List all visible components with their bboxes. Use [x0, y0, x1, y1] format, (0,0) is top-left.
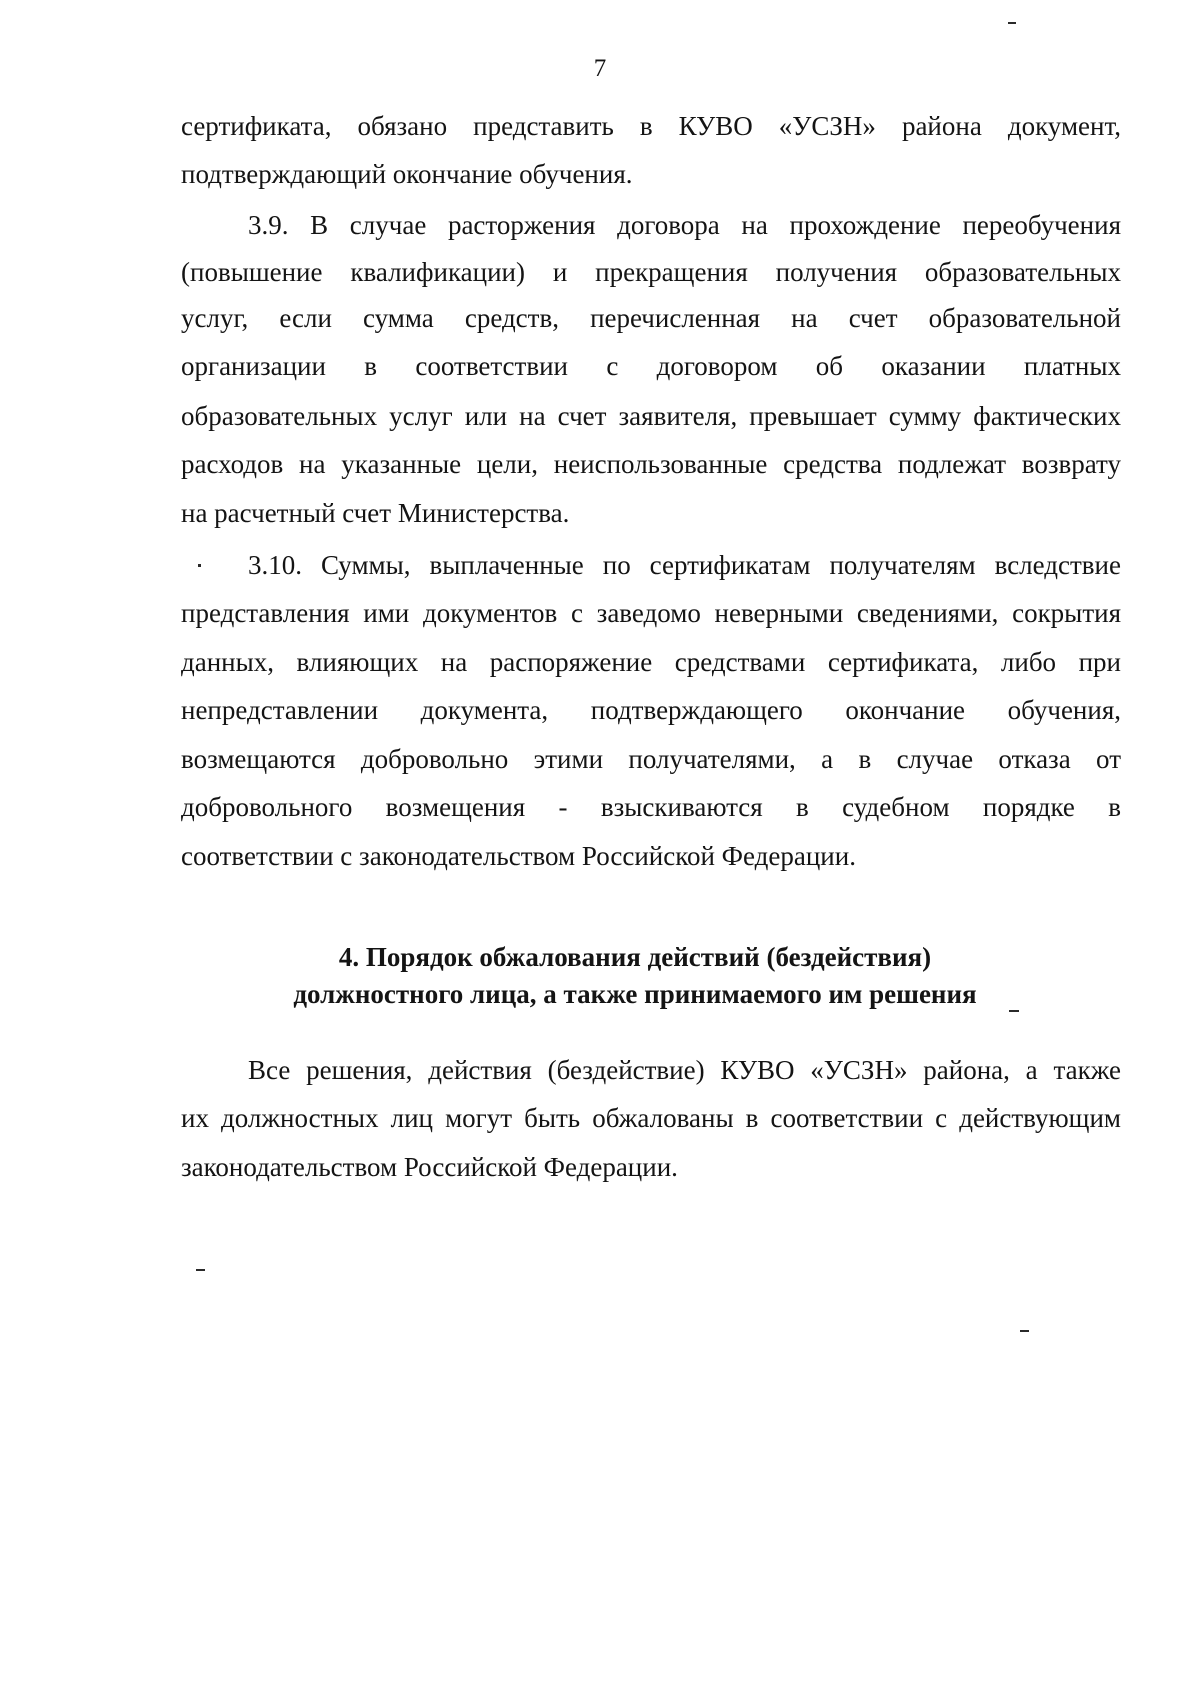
scan-speck — [1008, 22, 1016, 24]
paragraph-line: возмещаются добровольно этими получателями, а в случае отказа от — [181, 744, 1121, 774]
paragraph-line: (повышение квалификации) и прекращения получения образовательных — [181, 257, 1121, 287]
scan-speck — [196, 1269, 205, 1271]
paragraph-line: на расчетный счет Министерства. — [181, 498, 570, 528]
scan-speck — [1020, 1330, 1029, 1332]
section-heading: должностного лица, а также принимаемого им решения — [293, 979, 977, 1009]
paragraph-line: подтверждающий окончание обучения. — [181, 159, 633, 189]
paragraph-line: Все решения, действия (бездействие) КУВО «УСЗН» района, а также — [248, 1055, 1121, 1085]
paragraph-line: соответствии с законодательством Российской Федерации. — [181, 841, 856, 871]
paragraph-line: организации в соответствии с договором об оказании платных — [181, 351, 1121, 381]
page-number: 7 — [593, 55, 607, 82]
paragraph-line: услуг, если сумма средств, перечисленная на счет образовательной — [181, 303, 1121, 333]
paragraph-line: законодательством Российской Федерации. — [181, 1152, 678, 1182]
section-heading: 4. Порядок обжалования действий (бездействия) — [338, 942, 932, 972]
paragraph-line: 3.10. Суммы, выплаченные по сертификатам получателям вследствие — [248, 550, 1121, 580]
paragraph-line: данных, влияющих на распоряжение средствами сертификата, либо при — [181, 647, 1121, 677]
paragraph-line: расходов на указанные цели, неиспользованные средства подлежат возврату — [181, 449, 1121, 479]
scan-speck — [198, 564, 201, 567]
paragraph-line: образовательных услуг или на счет заявителя, превышает сумму фактических — [181, 401, 1121, 431]
paragraph-line: их должностных лиц могут быть обжалованы в соответствии с действующим — [181, 1103, 1121, 1133]
paragraph-line: добровольного возмещения - взыскиваются в судебном порядке в — [181, 792, 1121, 822]
paragraph-line: представления ими документов с заведомо неверными сведениями, сокрытия — [181, 598, 1121, 628]
paragraph-line: 3.9. В случае расторжения договора на прохождение переобучения — [248, 210, 1121, 240]
scan-speck — [1009, 1010, 1019, 1012]
paragraph-line: сертификата, обязано представить в КУВО «УСЗН» района документ, — [181, 111, 1121, 141]
paragraph-line: непредставлении документа, подтверждающего окончание обучения, — [181, 695, 1121, 725]
